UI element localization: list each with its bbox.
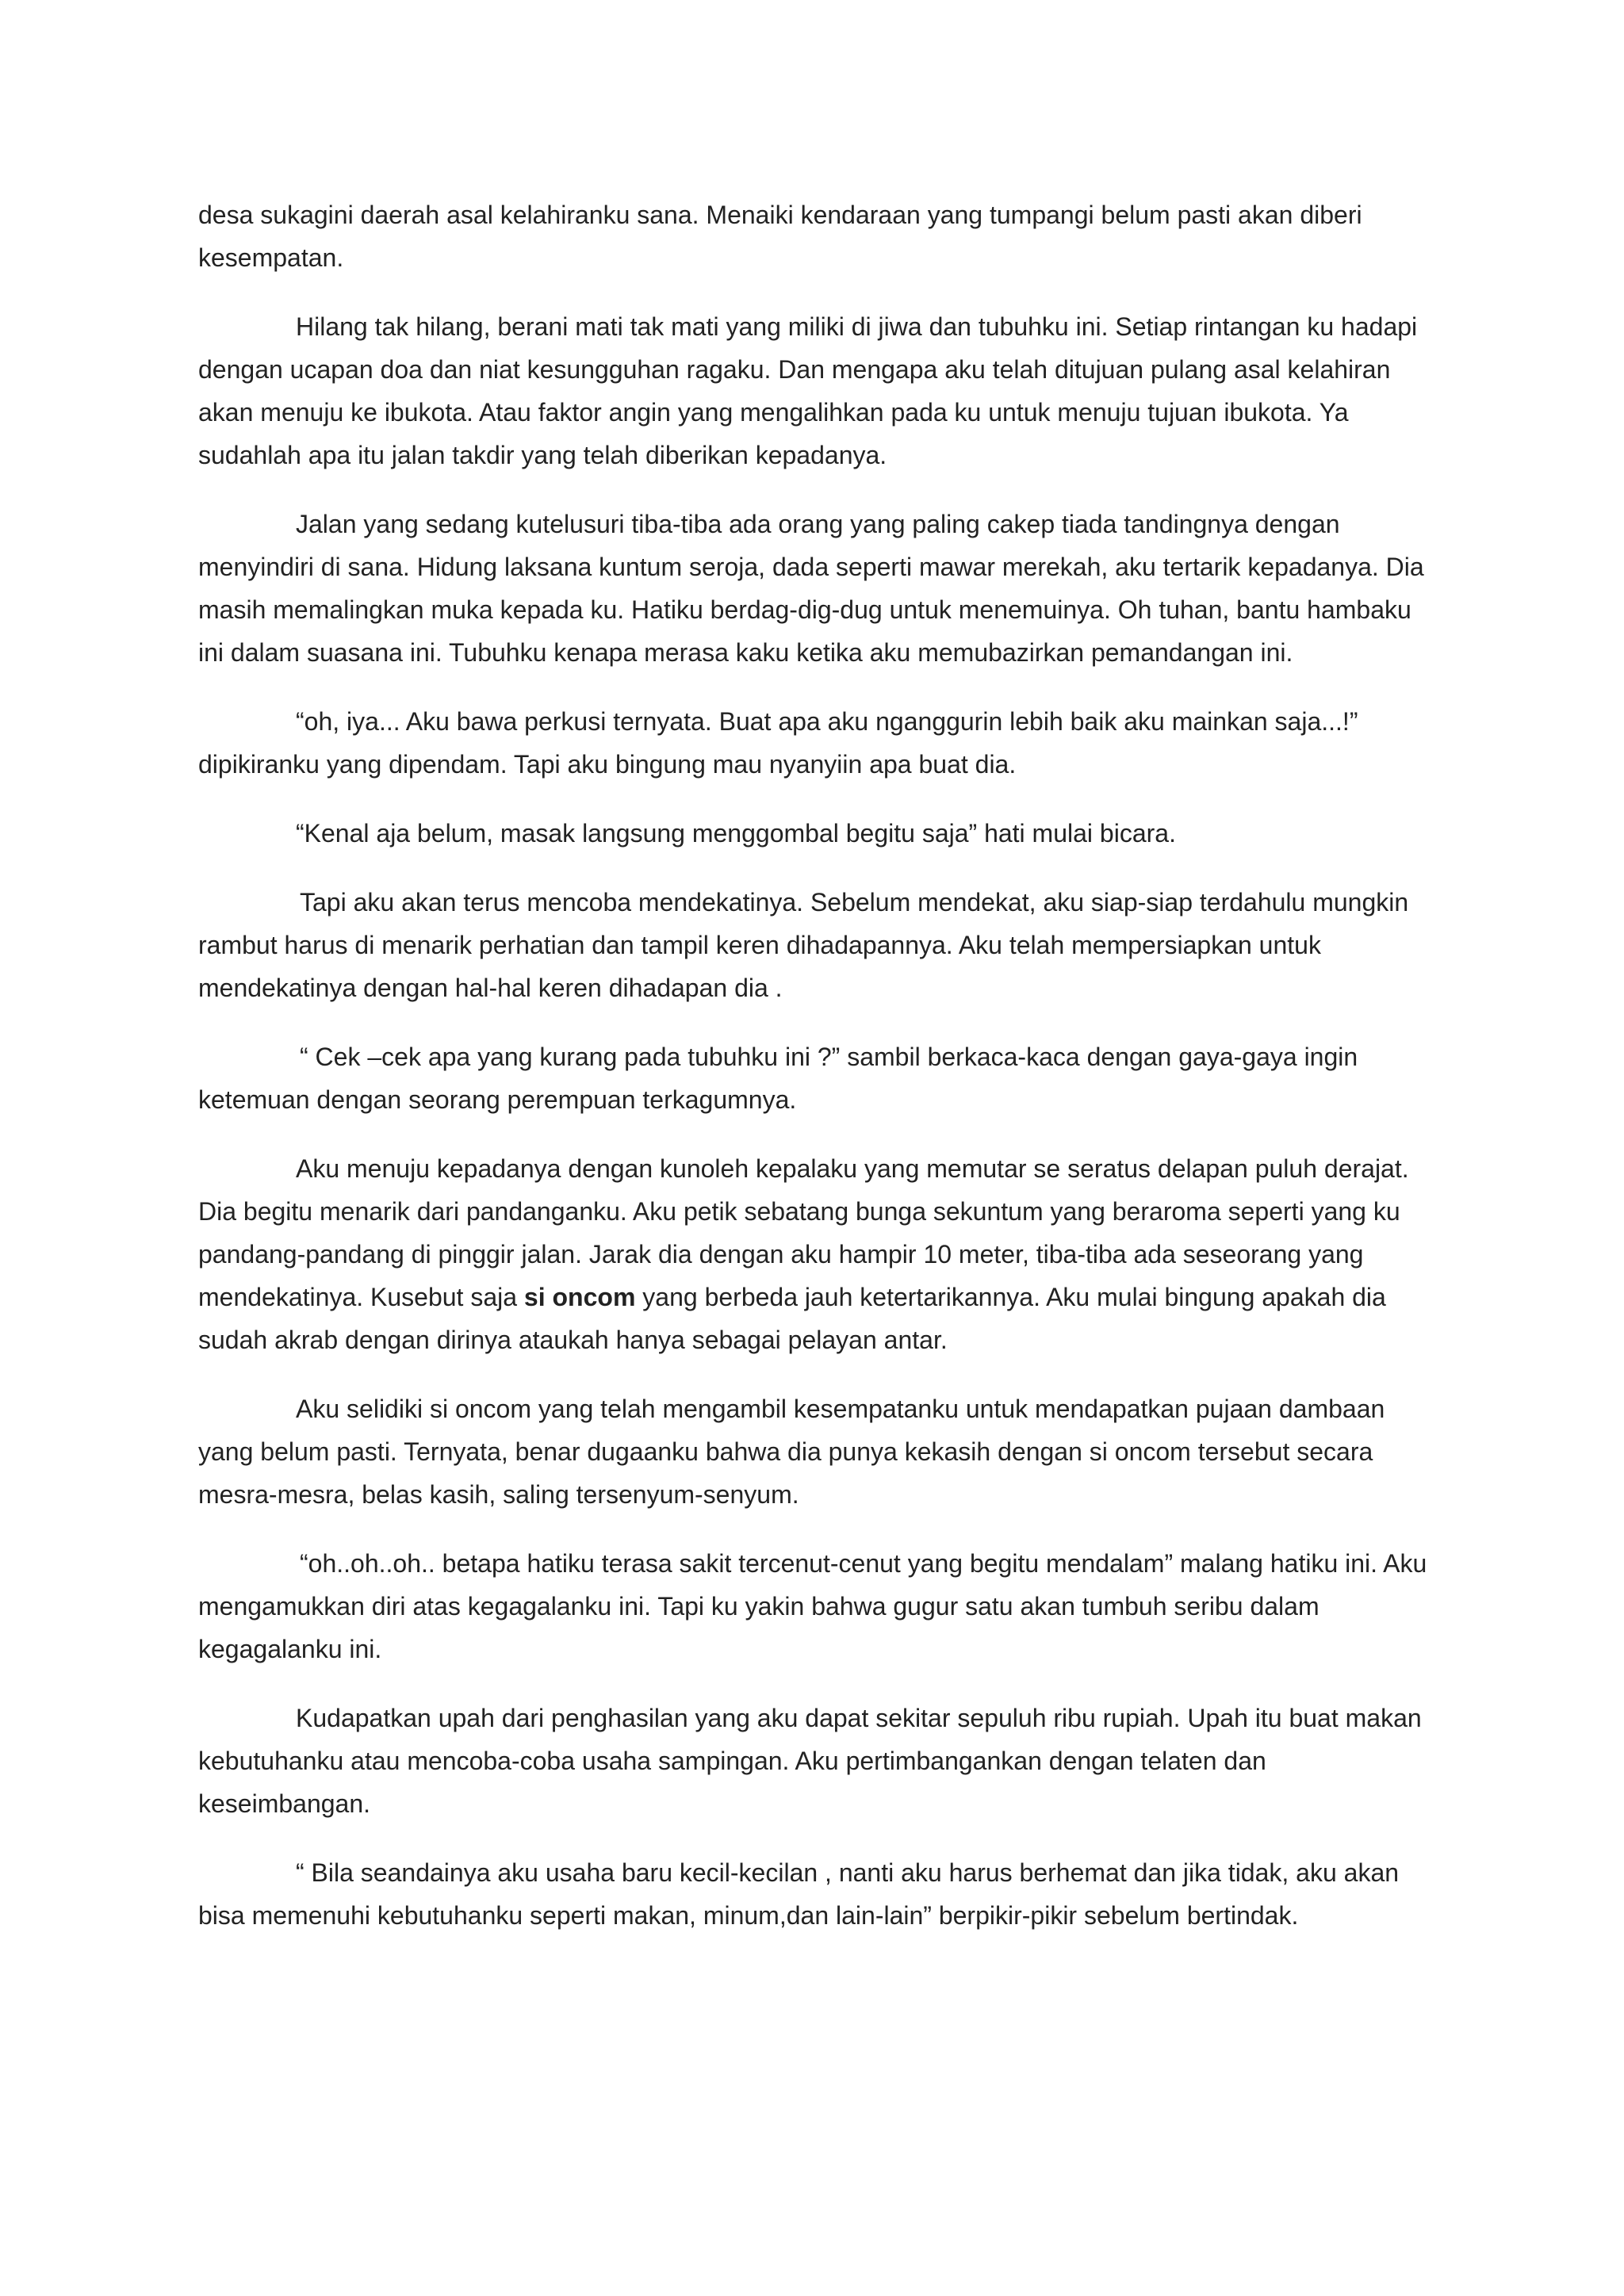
paragraph-8-text-after: yang berbeda jauh ketertarikannya. Aku mulai bingung apakah dia sudah akrab dengan dirinya ataukah hanya sebagai pelayan antar. [198,1283,1386,1354]
paragraph-11: Kudapatkan upah dari penghasilan yang aku dapat sekitar sepuluh ribu rupiah. Upah itu buat makan kebutuhanku atau mencoba-coba usaha sampingan. Aku pertimbangankan dengan telaten dan keseimbangan. [198,1704,1422,1818]
paragraph-8-bold-name: si oncom [523,1283,636,1311]
paragraph-8 [198,1147,1435,1361]
paragraph-1: desa sukagini daerah asal kelahiranku sana. Menaiki kendaraan yang tumpangi belum pasti akan diberi kesempatan. [198,201,1362,272]
paragraph-10: “oh..oh..oh.. betapa hatiku terasa sakit tercenut-cenut yang begitu mendalam” malang hatiku ini. Aku mengamukkan diri atas kegagalanku ini. Tapi ku yakin bahwa gugur satu akan tumbuh seribu dalam kegagalanku ini. [198,1549,1427,1663]
paragraph-3: Jalan yang sedang kutelusuri tiba-tiba ada orang yang paling cakep tiada tandingnya dengan menyindiri di sana. Hidung laksana kuntum seroja, dada seperti mawar merekah, aku tertarik kepadanya. Dia masih memalingkan muka kepada ku. Hatiku berdag-dig-dug untuk menemuinya. Oh tuhan, bantu hambaku ini dalam suasana ini. Tubuhku kenapa merasa kaku ketika aku memubazirkan pemandangan ini. [198,510,1424,667]
paragraph-4: “oh, iya... Aku bawa perkusi ternyata. Buat apa aku nganggurin lebih baik aku mainkan saja...!” dipikiranku yang dipendam. Tapi aku bingung mau nyanyiin apa buat dia. [198,707,1358,779]
paragraph-8-text-before: Aku menuju kepadanya dengan kunoleh kepalaku yang memutar se seratus delapan puluh derajat. Dia begitu menarik dari pandanganku. Aku petik sebatang bunga sekuntum yang beraroma seperti yang ku pandang-pandang di pinggir jalan. Jarak dia dengan aku hampir 10 meter, tiba-tiba ada seseorang yang mendekatinya. Kusebut saja [198,1154,1409,1311]
paragraph-5: “Kenal aja belum, masak langsung menggombal begitu saja” hati mulai bicara. [296,819,1176,848]
paragraph-2: Hilang tak hilang, berani mati tak mati yang miliki di jiwa dan tubuhku ini. Setiap rintangan ku hadapi dengan ucapan doa dan niat kesungguhan ragaku. Dan mengapa aku telah ditujuan pulang asal kelahiran akan menuju ke ibukota. Atau faktor angin yang mengalihkan pada ku untuk menuju tujuan ibukota. Ya sudahlah apa itu jalan takdir yang telah diberikan kepadanya. [198,312,1418,469]
paragraph-9: Aku selidiki si oncom yang telah mengambil kesempatanku untuk mendapatkan pujaan dambaan yang belum pasti. Ternyata, benar dugaanku bahwa dia punya kekasih dengan si oncom tersebut secara mesra-mesra, belas kasih, saling tersenyum-senyum. [198,1395,1385,1509]
document-body [198,193,1435,1963]
paragraph-12: “ Bila seandainya aku usaha baru kecil-kecilan , nanti aku harus berhemat dan jika tidak, aku akan bisa memenuhi kebutuhanku seperti makan, minum,dan lain-lain” berpikir-pikir sebelum bertindak. [198,1858,1400,1930]
paragraph-7: “ Cek –cek apa yang kurang pada tubuhku ini ?” sambil berkaca-kaca dengan gaya-gaya ingin ketemuan dengan seorang perempuan terkagumnya. [198,1043,1358,1114]
paragraph-6: Tapi aku akan terus mencoba mendekatinya. Sebelum mendekat, aku siap-siap terdahulu mungkin rambut harus di menarik perhatian dan tampil keren dihadapannya. Aku telah mempersiapkan untuk mendekatinya dengan hal-hal keren dihadapan dia . [198,888,1409,1002]
